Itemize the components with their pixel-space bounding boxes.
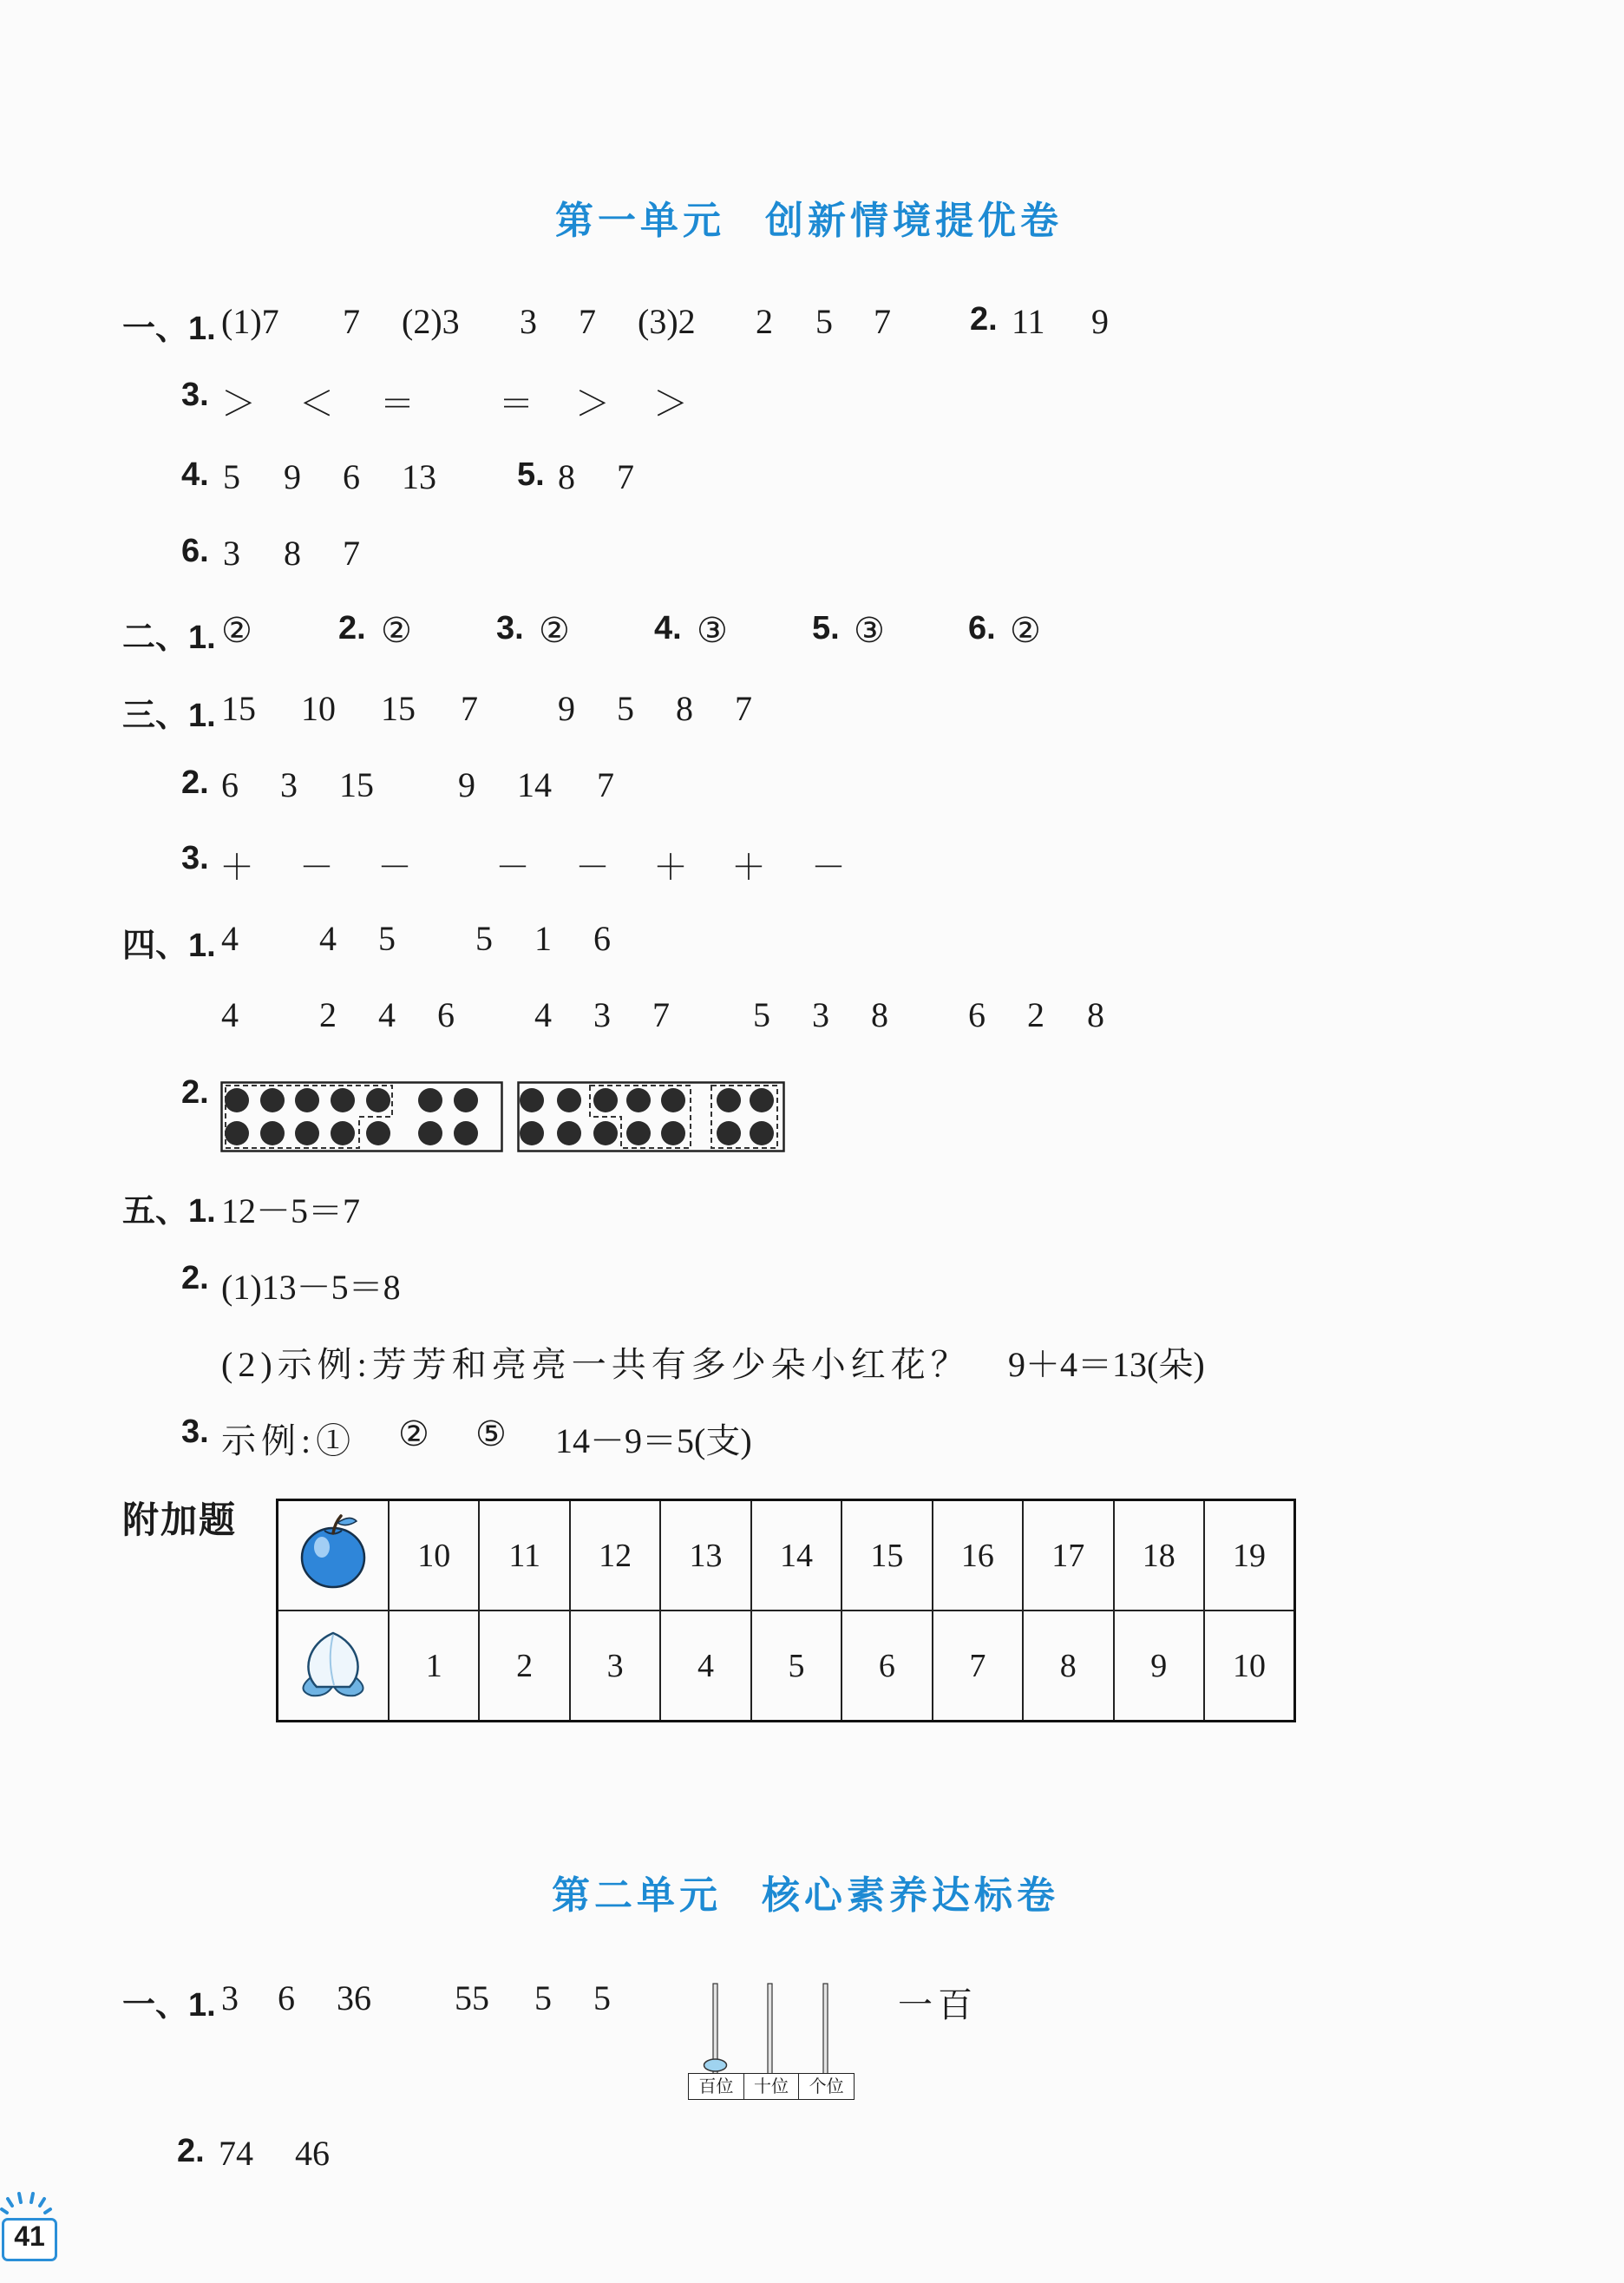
dot <box>661 1088 685 1112</box>
table-cell: 4 <box>660 1611 750 1722</box>
dot-figure-left <box>220 1081 503 1152</box>
answer-value: ＋ <box>219 848 254 887</box>
abacus-answer: 一百 <box>898 1985 978 2024</box>
abacus-bead <box>704 2059 727 2071</box>
unit1-heading-title: 创新情境提优卷 <box>765 199 1063 243</box>
dot <box>366 1121 390 1145</box>
answer-value: 7 <box>617 457 634 496</box>
answer-value: 4 <box>221 995 239 1034</box>
dot <box>225 1088 249 1112</box>
table-cell: 9 <box>1114 1611 1204 1722</box>
dot <box>366 1088 390 1112</box>
question-label: 二、1. <box>122 620 216 656</box>
answer-value: 5 <box>617 689 634 728</box>
answer-value: ＋ <box>731 848 766 887</box>
answer-value: 9 <box>458 765 475 804</box>
question-label: 3. <box>181 377 209 413</box>
answer-value: 13 <box>402 457 436 496</box>
answer-value: 3 <box>593 995 611 1034</box>
table-cell: 19 <box>1204 1500 1295 1611</box>
question-label: 6. <box>181 533 209 569</box>
bonus-table <box>276 1499 1296 1722</box>
unit1-heading-unit: 第一单元 <box>555 199 725 243</box>
dot <box>260 1121 285 1145</box>
table-cell: 3 <box>570 1611 660 1722</box>
question-label: 2. <box>970 301 998 338</box>
dot <box>418 1088 442 1112</box>
answer-value: (2)3 <box>402 302 460 341</box>
answer-value: － <box>377 848 412 887</box>
example-question: (2)示例:芳芳和亮亮一共有多少朵小红花？ <box>221 1345 971 1384</box>
dot <box>454 1121 478 1145</box>
question-label: 4. <box>181 456 209 493</box>
page-number: 41 <box>2 2218 57 2261</box>
table-cell: 14 <box>751 1500 841 1611</box>
table-cell: 5 <box>751 1611 841 1722</box>
answer-value: 12－5＝7 <box>221 1191 360 1230</box>
answer-value: ＝ <box>499 384 534 423</box>
answer-value: (3)2 <box>638 302 696 341</box>
answer-value: 11 <box>1012 302 1045 341</box>
peach-icon <box>278 1611 390 1722</box>
question-label: 4. <box>654 610 682 646</box>
dot <box>454 1088 478 1112</box>
answer-value: ② <box>539 611 570 650</box>
question-label: 2. <box>181 1074 209 1111</box>
answer-value: 9 <box>1091 302 1109 341</box>
answer-value: 8 <box>676 689 693 728</box>
answer-value: 6 <box>343 457 360 496</box>
answer-value: 15 <box>381 689 416 728</box>
dot <box>661 1121 685 1145</box>
answer-value: 5 <box>593 1978 611 2017</box>
answer-value: 6 <box>593 919 611 958</box>
dot <box>260 1088 285 1112</box>
question-label: 四、1. <box>122 928 216 964</box>
question-label: 3. <box>181 840 209 876</box>
answer-value: 4 <box>534 995 552 1034</box>
dot-figure-frame <box>519 1083 784 1151</box>
dot <box>593 1121 618 1145</box>
answer-value: 8 <box>871 995 888 1034</box>
question-label: 5. <box>517 456 545 493</box>
answer-value: 7 <box>343 302 360 341</box>
answer-value: 9 <box>558 689 575 728</box>
answer-value: (1)7 <box>221 302 279 341</box>
table-cell: 1 <box>389 1611 479 1722</box>
answer-value: ＞ <box>575 384 610 423</box>
abacus-rod-ones <box>823 1984 828 2074</box>
question-label: 3. <box>181 1414 209 1450</box>
dot <box>593 1088 618 1112</box>
answer-value: 7 <box>579 302 596 341</box>
table-cell: 11 <box>479 1500 569 1611</box>
answer-value: 6 <box>968 995 986 1034</box>
answer-value: ＋ <box>653 848 688 887</box>
answer-value: 1 <box>534 919 552 958</box>
answer-value: ⑤ <box>475 1414 507 1453</box>
answer-value: 14 <box>517 765 552 804</box>
answer-value: 5 <box>223 457 240 496</box>
question-label: 2. <box>181 764 209 801</box>
table-cell: 12 <box>570 1500 660 1611</box>
answer-value: 46 <box>295 2134 330 2173</box>
table-cell: 6 <box>841 1611 932 1722</box>
answer-value: 6 <box>221 765 239 804</box>
answer-value: ＞ <box>221 384 256 423</box>
answer-value: ＜ <box>299 384 334 423</box>
answer-value: 7 <box>652 995 670 1034</box>
question-label: 五、1. <box>122 1193 216 1230</box>
unit2-heading-title: 核心素养达标卷 <box>762 1873 1059 1918</box>
answer-value: － <box>299 848 334 887</box>
answer-value: 3 <box>280 765 298 804</box>
answer-value: － <box>495 848 530 887</box>
dot <box>557 1088 581 1112</box>
dot <box>626 1121 651 1145</box>
place-label-tens: 十位 <box>744 2074 800 2099</box>
dot-figure-right <box>517 1081 785 1152</box>
answer-value: 7 <box>735 689 752 728</box>
table-cell: 17 <box>1023 1500 1113 1611</box>
dot <box>295 1088 319 1112</box>
answer-value: 5 <box>815 302 833 341</box>
bonus-label: 附加题 <box>122 1499 238 1541</box>
dot <box>418 1121 442 1145</box>
answer-value: 36 <box>337 1978 371 2017</box>
answer-value: ＞ <box>653 384 688 423</box>
dot <box>520 1088 544 1112</box>
answer-value: 3 <box>221 1978 239 2017</box>
abacus-place-labels <box>688 2073 855 2100</box>
answer-value: 3 <box>223 534 240 573</box>
answer-value: 5 <box>534 1978 552 2017</box>
answer-value: 3 <box>812 995 829 1034</box>
question-label: 一、1. <box>122 1987 216 2024</box>
answer-value: ② <box>1010 611 1041 650</box>
answer-value: 9 <box>284 457 301 496</box>
answer-value: ③ <box>854 611 885 650</box>
table-cell: 18 <box>1114 1500 1204 1611</box>
dot <box>750 1121 774 1145</box>
answer-value: 5 <box>378 919 396 958</box>
dot <box>626 1088 651 1112</box>
answer-value: 15 <box>339 765 374 804</box>
dot <box>295 1121 319 1145</box>
answer-value: 8 <box>558 457 575 496</box>
answer-value: 14－9＝5(支) <box>555 1421 752 1460</box>
table-cell: 2 <box>479 1611 569 1722</box>
question-label: 3. <box>496 610 524 646</box>
table-cell: 10 <box>1204 1611 1295 1722</box>
question-label: 6. <box>968 610 996 646</box>
answer-value: 2 <box>1027 995 1044 1034</box>
dot <box>717 1088 741 1112</box>
dot <box>520 1121 544 1145</box>
table-row <box>278 1500 1295 1611</box>
answer-value: 6 <box>437 995 455 1034</box>
answer-value: 7 <box>874 302 891 341</box>
answer-value: 7 <box>461 689 478 728</box>
sun-icon <box>0 2187 61 2221</box>
answer-value: 7 <box>343 534 360 573</box>
dot <box>331 1088 355 1112</box>
table-cell: 16 <box>933 1500 1023 1611</box>
answer-value: 8 <box>1087 995 1104 1034</box>
answer-value: 8 <box>284 534 301 573</box>
answer-value: ② <box>381 611 412 650</box>
place-label-ones: 个位 <box>809 2076 844 2096</box>
answer-value: 15 <box>221 689 256 728</box>
table-cell: 8 <box>1023 1611 1113 1722</box>
answer-value: 2 <box>319 995 337 1034</box>
answer-value: 55 <box>455 1978 489 2017</box>
dot <box>717 1121 741 1145</box>
abacus-rod-tens <box>768 1984 772 2074</box>
answer-value: － <box>811 848 846 887</box>
table-row <box>278 1611 1295 1722</box>
answer-value: 7 <box>597 765 614 804</box>
table-cell: 10 <box>389 1500 479 1611</box>
dot <box>225 1121 249 1145</box>
answer-value: ＝ <box>380 384 415 423</box>
abacus-diagram <box>688 1978 855 2102</box>
answer-value: 4 <box>221 919 239 958</box>
answer-value: 2 <box>756 302 773 341</box>
answer-value: ③ <box>697 611 728 650</box>
answer-value: 9＋4＝13(朵) <box>1008 1345 1205 1384</box>
answer-value: 10 <box>301 689 336 728</box>
dot <box>557 1121 581 1145</box>
question-label: 一、1. <box>122 311 216 347</box>
question-label: 2. <box>181 1260 209 1296</box>
question-label: 三、1. <box>122 698 216 734</box>
question-label: 2. <box>338 610 366 646</box>
table-cell: 13 <box>660 1500 750 1611</box>
answer-value: 4 <box>378 995 396 1034</box>
answer-value: ② <box>398 1414 429 1453</box>
question-label: 5. <box>812 610 840 646</box>
apple-icon <box>278 1500 390 1611</box>
answer-value: 74 <box>219 2134 253 2173</box>
answer-value: － <box>575 848 610 887</box>
answer-value: 5 <box>475 919 493 958</box>
answer-value: 5 <box>753 995 770 1034</box>
table-cell: 7 <box>933 1611 1023 1722</box>
unit2-heading-unit: 第二单元 <box>552 1873 722 1918</box>
place-label-hundreds: 百位 <box>689 2074 744 2099</box>
answer-value: ② <box>221 611 252 650</box>
answer-value: (1)13－5＝8 <box>221 1268 401 1307</box>
dot <box>750 1088 774 1112</box>
answer-value: 6 <box>278 1978 295 2017</box>
dot <box>331 1121 355 1145</box>
answer-value: 示例:① <box>221 1421 357 1460</box>
answer-value: 3 <box>520 302 537 341</box>
question-label: 2. <box>177 2133 205 2169</box>
answer-value: 4 <box>319 919 337 958</box>
table-cell: 15 <box>841 1500 932 1611</box>
